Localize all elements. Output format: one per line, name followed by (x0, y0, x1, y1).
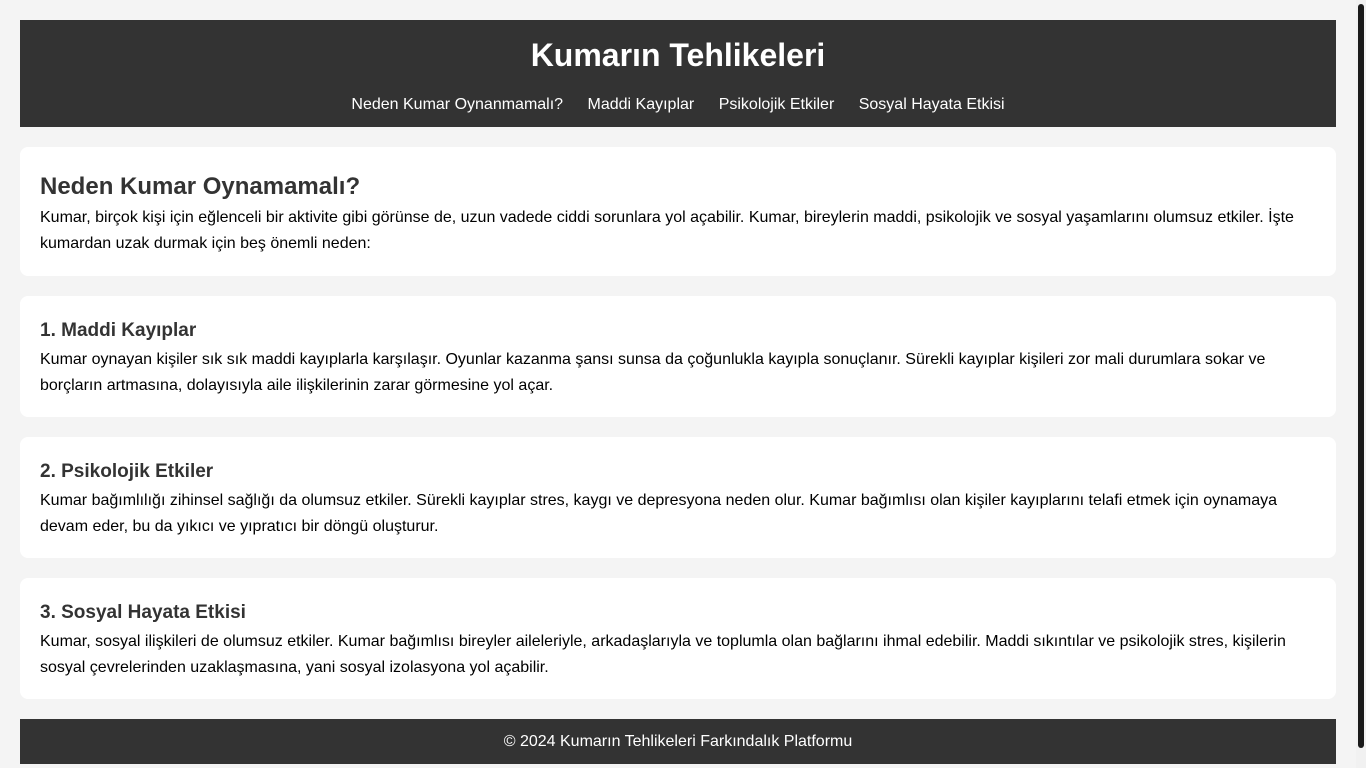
scrollbar-thumb[interactable] (1358, 4, 1364, 748)
site-title: Kumarın Tehlikeleri (530, 37, 826, 73)
section-heading: 3. Sosyal Hayata Etkisi (40, 602, 246, 623)
section-heading: 1. Maddi Kayıplar (40, 320, 197, 341)
intro-text: Kumar, birçok kişi için eğlenceli bir aktivite gibi görünse de, uzun vadede ciddi sorunlara yol açabilir. Kumar, bireylerin maddi, psikolojik ve sosyal yaşamlarını olumsuz etkiler. İşte kumardan uzak durmak için beş önemli neden: (40, 209, 1294, 252)
section-psikolojik-etkiler (20, 437, 1336, 558)
section-text: Kumar, sosyal ilişkileri de olumsuz etkiler. Kumar bağımlısı bireyler aileleriyle, arkadaşlarıyla ve toplumla olan bağlarını ihmal edebilir. Maddi sıkıntılar ve psikolojik stres, kişilerin sosyal çevrelerinden uzaklaşmasına, yani sosyal izolasyona yol açabilir. (40, 633, 1286, 676)
footer-text: © 2024 Kumarın Tehlikeleri Farkındalık Platformu (503, 733, 853, 750)
intro-heading: Neden Kumar Oynamamalı? (40, 173, 361, 200)
site-header (20, 20, 1336, 127)
section-maddi-kayiplar (20, 296, 1336, 417)
site-footer (20, 719, 1336, 764)
vertical-scrollbar[interactable] (1356, 0, 1366, 768)
section-text: Kumar bağımlılığı zihinsel sağlığı da olumsuz etkiler. Sürekli kayıplar stres, kaygı ve depresyona neden olur. Kumar bağımlısı olan kişiler kayıplarını telafi etmek için oynamaya devam eder, bu da yıkıcı ve yıpratıcı bir döngü oluşturur. (40, 492, 1278, 535)
intro-card (20, 147, 1336, 276)
nav-link-maddi[interactable]: Maddi Kayıplar (587, 96, 695, 113)
main-nav (20, 95, 1336, 115)
nav-link-psikolojik[interactable]: Psikolojik Etkiler (718, 96, 835, 113)
section-heading: 2. Psikolojik Etkiler (40, 461, 214, 482)
section-text: Kumar oynayan kişiler sık sık maddi kayıplarla karşılaşır. Oyunlar kazanma şansı sunsa da çoğunlukla kayıpla sonuçlanır. Sürekli kayıplar kişileri zor mali durumlara sokar ve borçların artmasına, dolayısıyla aile ilişkilerinin zarar görmesine yol açar. (40, 351, 1266, 394)
nav-link-neden[interactable]: Neden Kumar Oynanmamalı? (351, 96, 564, 113)
nav-link-sosyal[interactable]: Sosyal Hayata Etkisi (858, 96, 1005, 113)
section-sosyal-hayata-etkisi (20, 578, 1336, 699)
page (20, 20, 1336, 764)
